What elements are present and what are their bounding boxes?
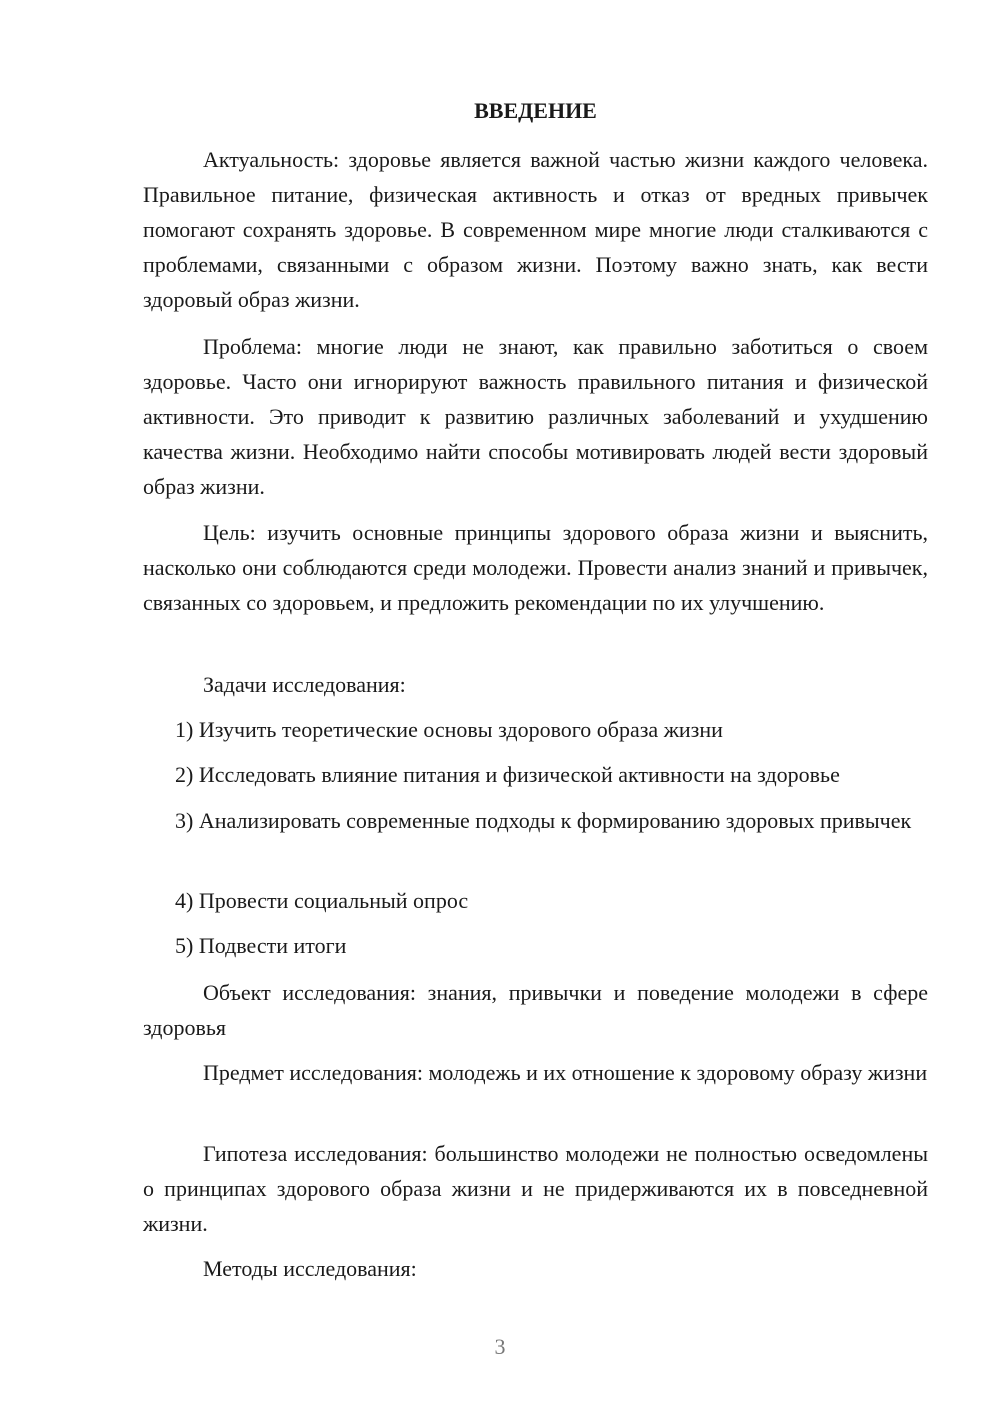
task-item-4: 4) Провести социальный опрос [175,888,469,913]
paragraph-hypothesis: Гипотеза исследования: большинство молодежи не полностью осведомлены о принципах здорового образа жизни и не придерживаются их в повседневной жизни. [143,1141,928,1236]
paragraph-relevance: Актуальность: здоровье является важной частью жизни каждого человека. Правильное питание, физическая активность и отказ от вредных привычек помогают сохранять здоровье. В современном мире многие люди сталкиваются с проблемами, связанными с образом жизни. Поэтому важно знать, как вести здоровый образ жизни. [143,147,928,312]
paragraph-object: Объект исследования: знания, привычки и поведение молодежи в сфере здоровья [143,980,928,1040]
paragraph-problem: Проблема: многие люди не знают, как правильно заботиться о своем здоровье. Часто они игнорируют важность правильного питания и физической активности. Это приводит к развитию различных заболеваний и ухудшению качества жизни. Необходимо найти способы мотивировать людей вести здоровый образ жизни. [143,334,928,499]
page-number: 3 [494,1334,506,1359]
tasks-heading: Задачи исследования: [203,672,406,697]
section-title: ВВЕДЕНИЕ [474,98,597,123]
task-item-2: 2) Исследовать влияние питания и физической активности на здоровье [175,762,840,787]
task-item-3: 3) Анализировать современные подходы к формированию здоровых привычек [175,808,912,833]
paragraph-subject: Предмет исследования: молодежь и их отношение к здоровому образу жизни [203,1060,928,1085]
paragraph-goal: Цель: изучить основные принципы здорового образа жизни и выяснить, насколько они соблюдаются среди молодежи. Провести анализ знаний и привычек, связанных со здоровьем, и предложить рекомендации по их улучшению. [143,520,928,615]
methods-heading: Методы исследования: [203,1256,417,1281]
task-item-1: 1) Изучить теоретические основы здорового образа жизни [175,717,723,742]
task-item-5: 5) Подвести итоги [175,933,347,958]
